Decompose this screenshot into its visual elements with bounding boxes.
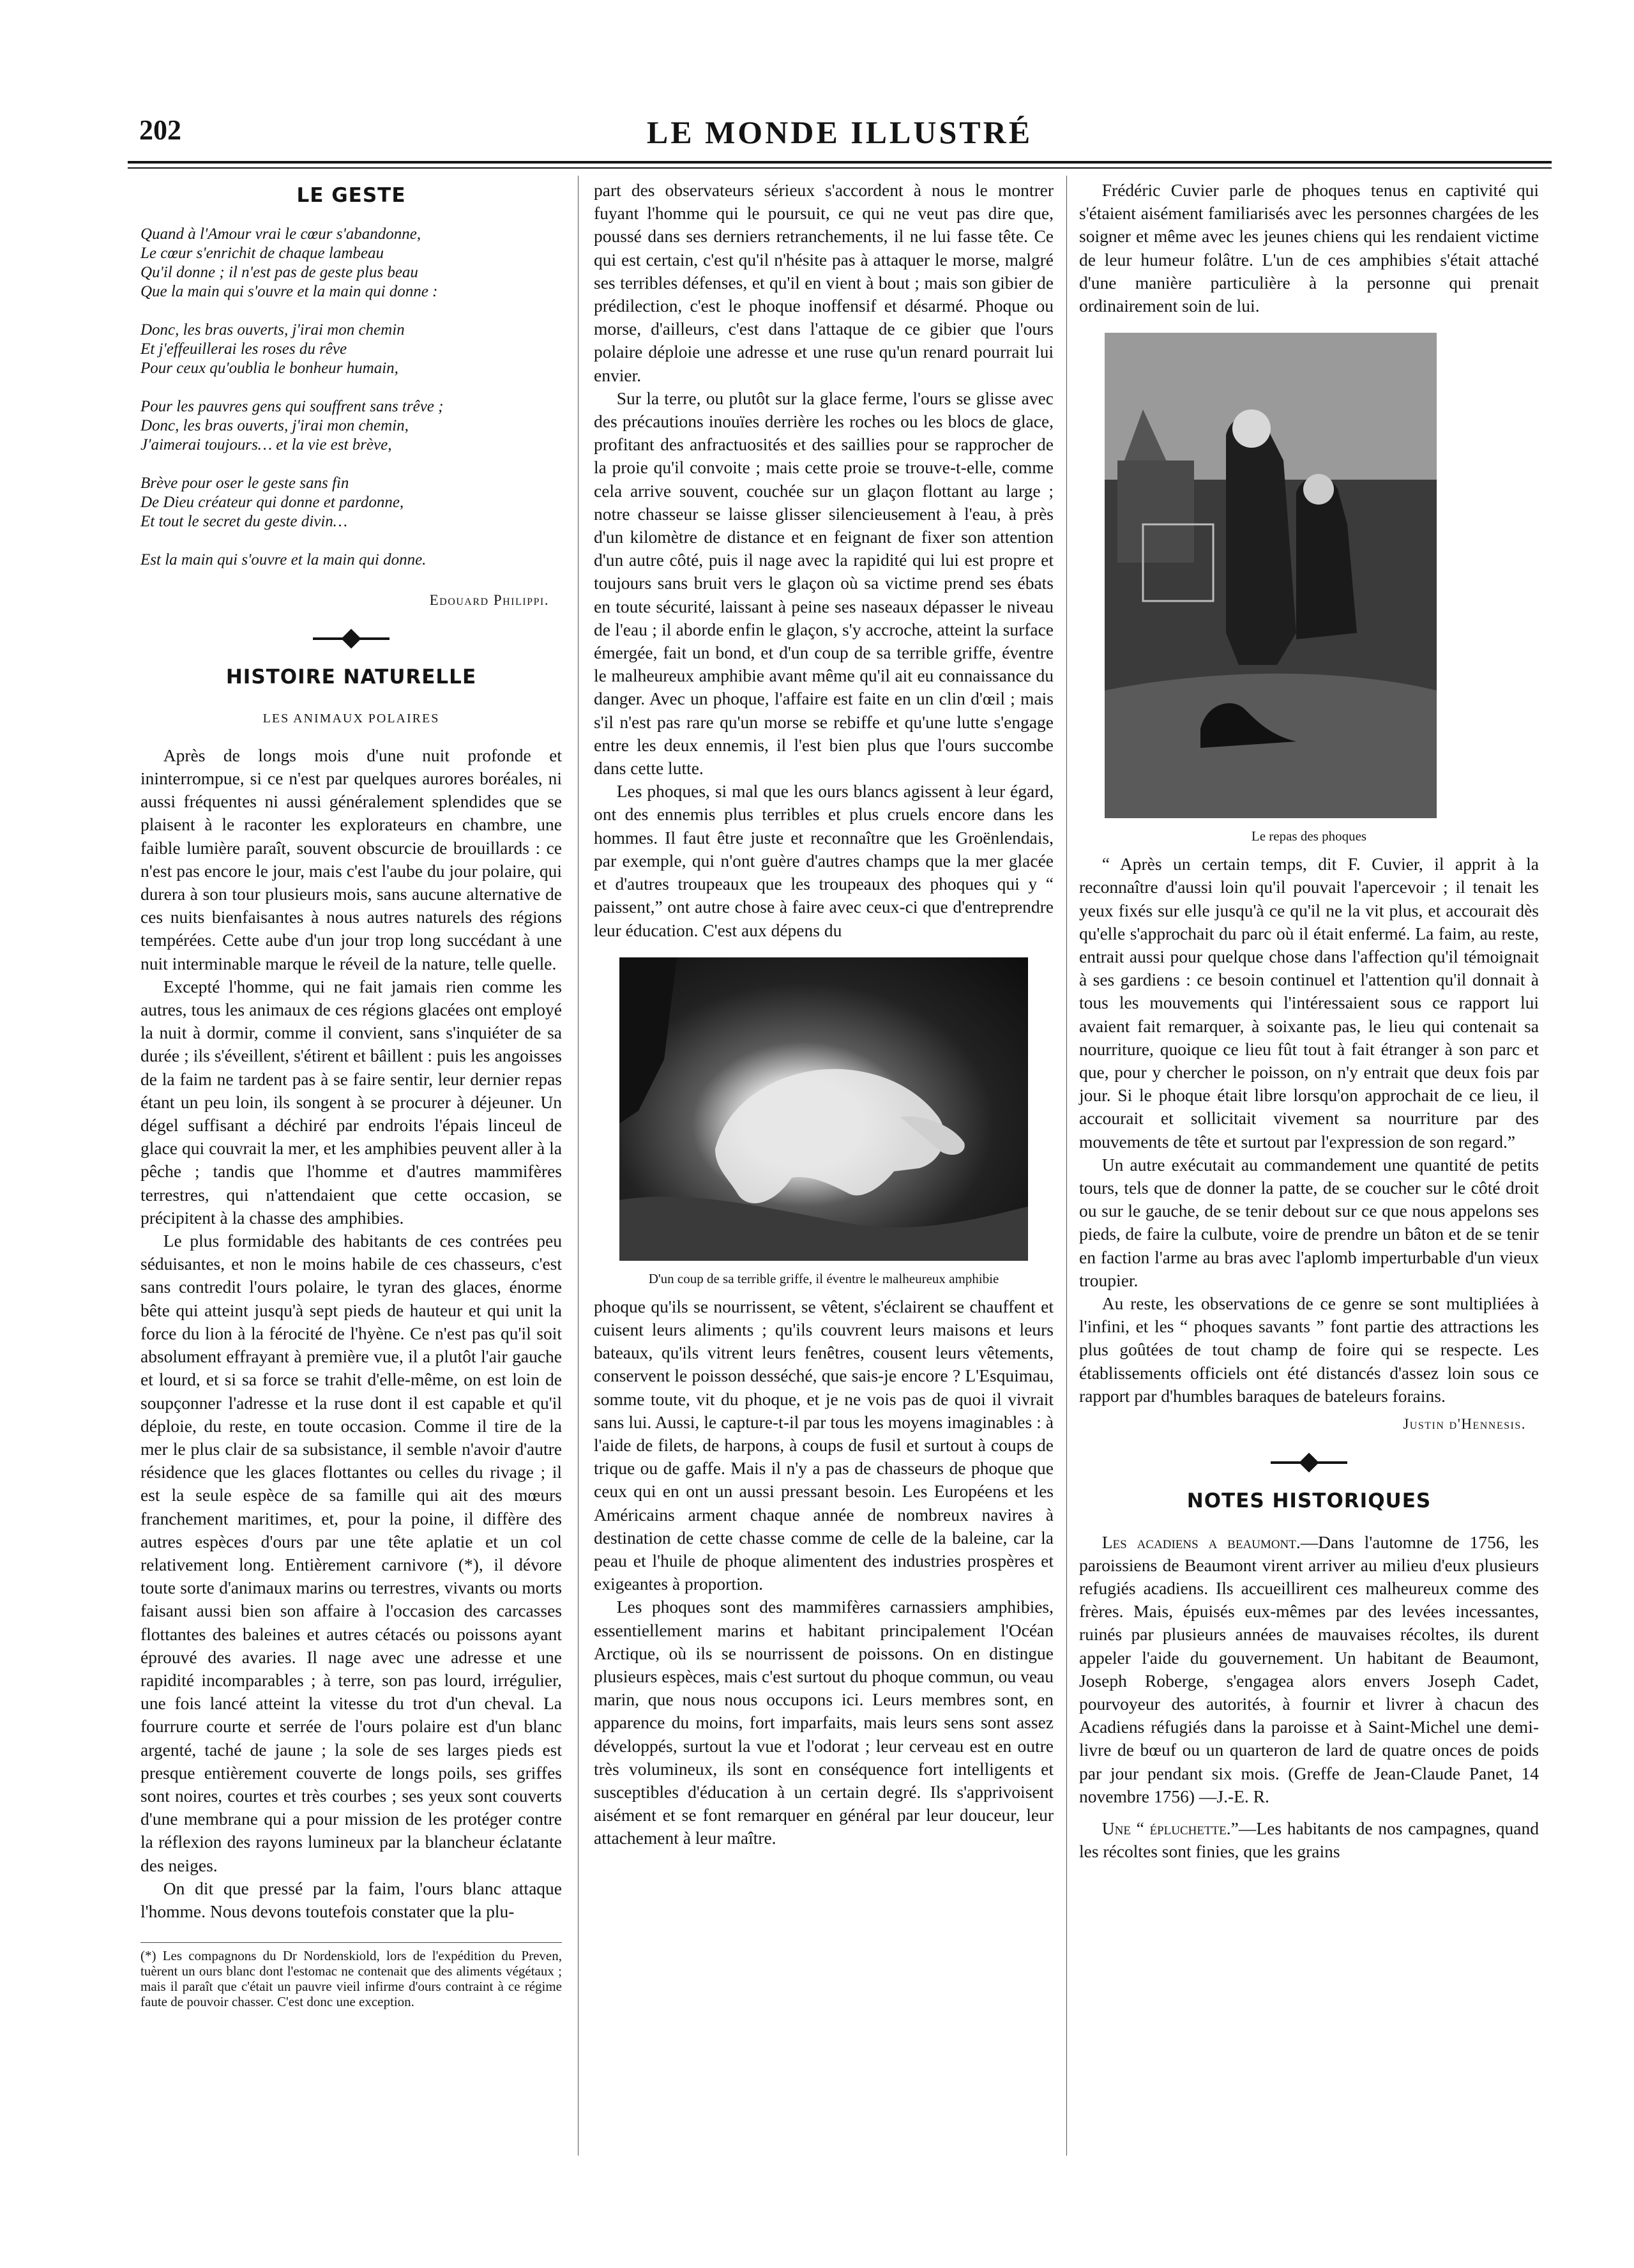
poem-stanza (140, 474, 562, 531)
poem-line: Donc, les bras ouverts, j'irai mon chemin (140, 321, 405, 339)
poem-line: Le cœur s'enrichit de chaque lambeau (140, 245, 384, 263)
article-paragraph: Au reste, les observations de ce genre se sont multipliées à l'infini, et les “ phoques savants ” font partie des attractions les plus goûtées de tout champ de foire qui se respecte. Les établissements officiels ont été distancés d'assez loin sous ce rapport par d'humbles baraques de bateleurs forains. (1079, 1293, 1539, 1406)
article-paragraph: phoque qu'ils se nourrissent, se vêtent, s'éclairent se chauffent et cuisent leurs aliments ; qu'ils couvrent leurs maisons et leurs bateaux, qu'ils vitrent leurs fenêtres, cousent leurs vêtements, conservent le poisson desséché, que sais-je encore ? L'Esquimau, somme toute, vit du phoque, et je ne vois pas de quoi il vivrait sans lui. Aussi, le capture-t-il par tous les moyens imaginables : à l'aide de filets, de harpons, à coups de fusil et surtout à coups de trique ou de gaffe. Mais il n'y a pas de chasseurs de phoque que ceux qui en ont un aussi pressant besoin. Les Européens et les Américains arment chaque année de nombreux navires à destination de cette chasse comme de celle de la baleine, car la peau et l'huile de phoque alimentent des industries prospères et exigeantes à proportion. (594, 1296, 1054, 1594)
figure-caption: D'un coup de sa terrible griffe, il éventre le malheureux amphibie (648, 1270, 999, 1286)
polar-bear-engraving (619, 957, 1028, 1261)
poem-line: De Dieu créateur qui donne et pardonne, (140, 494, 404, 512)
column-2 (594, 179, 1054, 1850)
footnote: (*) Les compagnons du Dr Nordenskiold, lors de l'expédition du Preven, tuèrent un ours blanc dont l'estomac ne contenait que des aliments végétaux ; mais il paraît que c'était un pauvre vieil infirme d'ours contraint à ce régime faute de pouvoir chasser. C'est donc une exception. (140, 1942, 562, 2009)
section-title: NOTES HISTORIQUES (1186, 1489, 1432, 1513)
note-paragraph (1079, 1531, 1539, 1808)
poem-stanza (140, 321, 562, 378)
poem-stanza (140, 397, 562, 455)
page-header (128, 114, 1552, 158)
poem-line: Quand à l'Amour vrai le cœur s'abandonne, (140, 225, 421, 243)
header-rule (128, 161, 1552, 164)
article-paragraph: On dit que pressé par la faim, l'ours blanc attaque l'homme. Nous devons toutefois constater que la plu- (140, 1878, 562, 1921)
article-paragraph: Sur la terre, ou plutôt sur la glace ferme, l'ours se glisse avec des précautions inouïes derrière les roches ou les blocs de glace, profitant des anfractuosités et des saillies pour se rapprocher de la proie qu'il convoite ; mais cette proie se trouve-t-elle, comme cela arrive souvent, couchée sur un glaçon flottant au large ; notre chasseur se laisse glisser silencieusement à l'eau, à près d'un kilomètre de distance et en feignant de fixer son attention d'un autre côté, puis il nage avec la rapidité qui lui est propre et toujours sans bruit vers le glaçon où sa victime prend ses ébats en toute sécurité, laissant à peine ses naseaux dépasser le niveau de l'eau ; il aborde enfin le glaçon, s'y accroche, atteint la surface émergée, fait un bond, et d'un coup de sa terrible griffe, éventre le malheureux amphibie avant même qu'il ait eu connaissance du danger. Avec un phoque, l'affaire est faite en un clin d'œil ; mais s'il n'est pas rare qu'un morse se rebiffe et qu'une lutte s'engage entre les deux ennemis, il l'est bien plus que l'ours succombe dans cette lutte. (594, 388, 1054, 779)
article-paragraph: Les phoques, si mal que les ours blancs agissent à leur égard, ont des ennemis plus terribles et plus cruels encore dans les hommes. Il faut être juste et reconnaître que les Groënlendais, par exemple, qui n'ont guère d'autres champs que la mer glacée et d'autres troupeaux que les troupeaux des phoques qui y “ paissent,” ont autre chose à faire avec ceux-ci que d'entreprendre leur éducation. C'est aux dépens du (594, 781, 1054, 940)
header-rule-thin (128, 167, 1552, 169)
poem (140, 225, 562, 570)
masthead-title: LE MONDE ILLUSTRÉ (646, 114, 1033, 150)
poem-stanza (140, 551, 562, 570)
note-paragraph (1079, 1817, 1539, 1863)
poem-line: Donc, les bras ouverts, j'irai mon chemin, (140, 417, 409, 435)
poem-line: Et tout le secret du geste divin… (140, 513, 347, 531)
poem-stanza (140, 225, 562, 301)
poem-line: J'aimerai toujours… et la vie est brève, (140, 436, 392, 454)
section-title: HISTOIRE NATURELLE (225, 666, 477, 689)
article-paragraph: Le plus formidable des habitants de ces contrées peu séduisantes, et non le moins habile de ces chasseurs, c'est sans contredit l'ours polaire, le tyran des glaces, énorme bête qui atteint jusqu'à sept pieds de hauteur et qui unit la force du lion à la férocité de l'hyène. Ce n'est pas qu'il soit absolument effrayant à première vue, il a plutôt l'air gauche et lourd, et si sa force se trahit d'elle-même, on est loin de soupçonner l'adresse et la ruse dont il est capable et qu'il déploie, du reste, en toute occasion. Comme il tire de la mer le plus clair de sa subsistance, il semble n'avoir d'autre résidence que les glaces flottantes ou celles du rivage ; il est la seule espèce de sa famille qui ait des mœurs franchement maritimes, et, pour la poine, il diffère des autres espèces d'ours par une tête aplatie et un col relativement long. Entièrement carnivore (*), il dévore toute sorte d'animaux marins ou terrestres, vivants ou morts faisant aussi bien son affaire à l'occasion des carcasses flottantes des baleines et autres cétacés ou poissons ayant éprouvé des avaries. Il nage avec une adresse et une rapidité incomparables ; à terre, son pas lourd, irrégulier, une fois lancé atteint la vitesse du trot d'un cheval. La fourrure courte et serrée de l'ours polaire est d'un blanc argenté, taché de jaune ; la sole de ses larges pieds est presque entièrement couverte de longs poils, ses griffes sont noires, courtes et très courbes ; ses yeux sont couverts d'une membrane qui a pour mission de les protéger contre la réflexion des rayons lumineux par la blancheur éclatante des neiges. (140, 1231, 562, 1875)
column-divider (1066, 176, 1067, 2156)
article-paragraph: part des observateurs sérieux s'accordent à nous le montrer fuyant l'homme qui le poursuit, ce qui ne veut pas dire que, poussé dans ses derniers retranchements, il ne lui fasse tête. Ce qui est certain, c'est qu'il n'hésite pas à attaquer le morse, malgré ses terribles défenses, et qu'il en vient à bout ; mais son gibier de prédilection, c'est le phoque inoffensif et désarmé. Phoque ou morse, d'ailleurs, c'est dans l'attaque de ce gibier que l'ours polaire déploie une adresse et une ruse qu'un renard pourrait lui envier. (594, 180, 1054, 385)
poem-line: Pour ceux qu'oublia le bonheur humain, (140, 360, 398, 377)
column-3 (1079, 179, 1539, 1863)
article-paragraph: Frédéric Cuvier parle de phoques tenus en captivité qui s'étaient aisément familiarisés avec les personnes chargées de les soigner et même avec les jeunes chiens qui les rendaient victime de leur humeur folâtre. L'un de ces amphibies s'était attaché d'une manière particulière à la personne qui prenait ordinairement soin de lui. (1079, 180, 1539, 316)
article-paragraph: Les phoques sont des mammifères carnassiers amphibies, essentiellement marins et habitant principalement l'Océan Arctique, où ils se nourrissent de poissons. On en distingue plusieurs espèces, mais c'est surtout du phoque commun, ou veau marin, que nous nous occupons ici. Leurs membres sont, en apparence du moins, fort imparfaits, mais leurs sens sont assez développés, surtout la vue et l'odorat ; leur cerveau est en outre très volumineux, ils sont en conséquence fort intelligents et susceptibles d'éducation à un certain degré. Ils s'apprivoisent aisément et se font remarquer en général par leur douceur, leur attachement à leur maître. (594, 1597, 1054, 1848)
article-paragraph: “ Après un certain temps, dit F. Cuvier, il apprit à la reconnaître d'aussi loin qu'il pouvait l'apercevoir ; il tenait les yeux fixés sur elle jusqu'à ce qu'il ne la vit plus, et accourait dès qu'elle s'approchait du parc où il était enfermé. La faim, au reste, entrait aussi pour quelque chose dans l'affection qu'il témoignait à ses gardiens : ce besoin continuel et l'attention qu'il donnait à tous les mouvements qui l'intéressaient sous ce rapport lui avaient fait remarquer, à soixante pas, le lieu qui contenait sa nourriture, quoique ce lieu fût tout à fait étranger à son parc et que, pour y chercher le poisson, on n'y entrait que deux fois par jour. Si le phoque était libre lorsqu'on approchait de ce lieu, il accourait et sollicitait vivement sa nourriture par des mouvements de tête et surtout par l'expression de son regard.” (1079, 854, 1539, 1152)
poem-line: Que la main qui s'ouvre et la main qui donne : (140, 283, 438, 301)
ornament-divider (1271, 1461, 1347, 1464)
poem-title: LE GESTE (296, 184, 406, 207)
page-number: 202 (139, 114, 181, 146)
poem-line: Pour les pauvres gens qui souffrent sans trêve ; (140, 398, 444, 416)
seal-keepers-engraving (1105, 333, 1437, 818)
note-text: —Dans l'automne de 1756, les paroissiens de Beaumont virent arriver au milieu d'eux plusieurs refugiés acadiens. Ils accueillirent ces malheureux comme des frères. Mais, épuisés eux-mêmes par des levées incessantes, ruinés par plusieurs années de mauvaises récoltes, ils durent appeler l'aide du gouvernement. Un habitant de Beaumont, Joseph Roberge, s'engagea alors envers Joseph Cadet, pourvoyeur des autorités, à fournir et livrer à chacun des Acadiens réfugiés dans la paroisse et à Saint-Michel une demi-livre de bœuf ou un quarteron de lard de quatre onces de poids par jour pendant six mois. (Greffe de Jean-Claude Panet, 14 novembre 1756) —J.-E. R. (1079, 1532, 1539, 1806)
note-text: —Les habitants de nos campagnes, quand les récoltes sont finies, que les grains (1079, 1818, 1539, 1862)
article-paragraph: Excepté l'homme, qui ne fait jamais rien comme les autres, tous les animaux de ces régions glacées ont employé la nuit à dormir, comme il convient, sans s'inquiéter de sa durée ; ils s'éveillent, s'étirent et bâillent : puis les angoisses de la faim ne tardent pas à se faire sentir, leur dernier repas étant un peu loin, ils songent à se procurer à déjeuner. Un dégel suffisant a déchiré par endroits l'épais linceul de glace qui couvrait la mer, et les amphibies peuvent aller à la pêche ; tandis que l'homme et d'autres mammifères terrestres, qui n'attendaient que cette occasion, se précipitent à la chasse des amphibies. (140, 976, 562, 1228)
poem-line: Qu'il donne ; il n'est pas de geste plus beau (140, 264, 418, 282)
poem-line: Brève pour oser le geste sans fin (140, 475, 349, 492)
note-lead: Les acadiens a beaumont. (1101, 1532, 1301, 1552)
article-signature: Justin d'Hennesis. (1403, 1416, 1526, 1433)
ornament-divider (313, 637, 390, 640)
poem-line: Est la main qui s'ouvre et la main qui donne. (140, 551, 427, 569)
note-lead: Une “ épluchette.” (1101, 1818, 1239, 1838)
article-paragraph: Un autre exécutait au commandement une quantité de petits tours, tels que de donner la patte, de se coucher sur le côté droit ou sur le gauche, de se tenir debout sur ce que nous appelons ses pieds, de faire la culbute, voire de prendre un bâton et de se tenir en faction l'arme au bras avec l'aplomb imperturbable d'un vieux troupier. (1079, 1154, 1539, 1290)
article-paragraph: Après de longs mois d'une nuit profonde et ininterrompue, si ce n'est par quelques aurores boréales, ni aussi fréquentes ni aussi généralement splendides que se plaisent à le raconter les explorateurs en chambre, une faible lumière paraît, souvent obscurcie de brouillards : ce n'est pas encore le jour, mais c'est l'aube du jour polaire, qui durera à son tour plusieurs mois, sans aucune alternative de ces nuits bienfaisantes à nous autres naturels des régions tempérées. Cette aube d'un jour trop long succédant à une nuit interminable marque le réveil de la nature, telle quelle. (140, 745, 562, 973)
figure-caption: Le repas des phoques (1251, 828, 1367, 844)
section-subtitle: LES ANIMAUX POLAIRES (262, 711, 440, 726)
column-divider (578, 176, 579, 2156)
poem-signature: Edouard Philippi. (429, 592, 549, 609)
column-1 (140, 179, 562, 2009)
poem-line: Et j'effeuillerai les roses du rêve (140, 340, 347, 358)
